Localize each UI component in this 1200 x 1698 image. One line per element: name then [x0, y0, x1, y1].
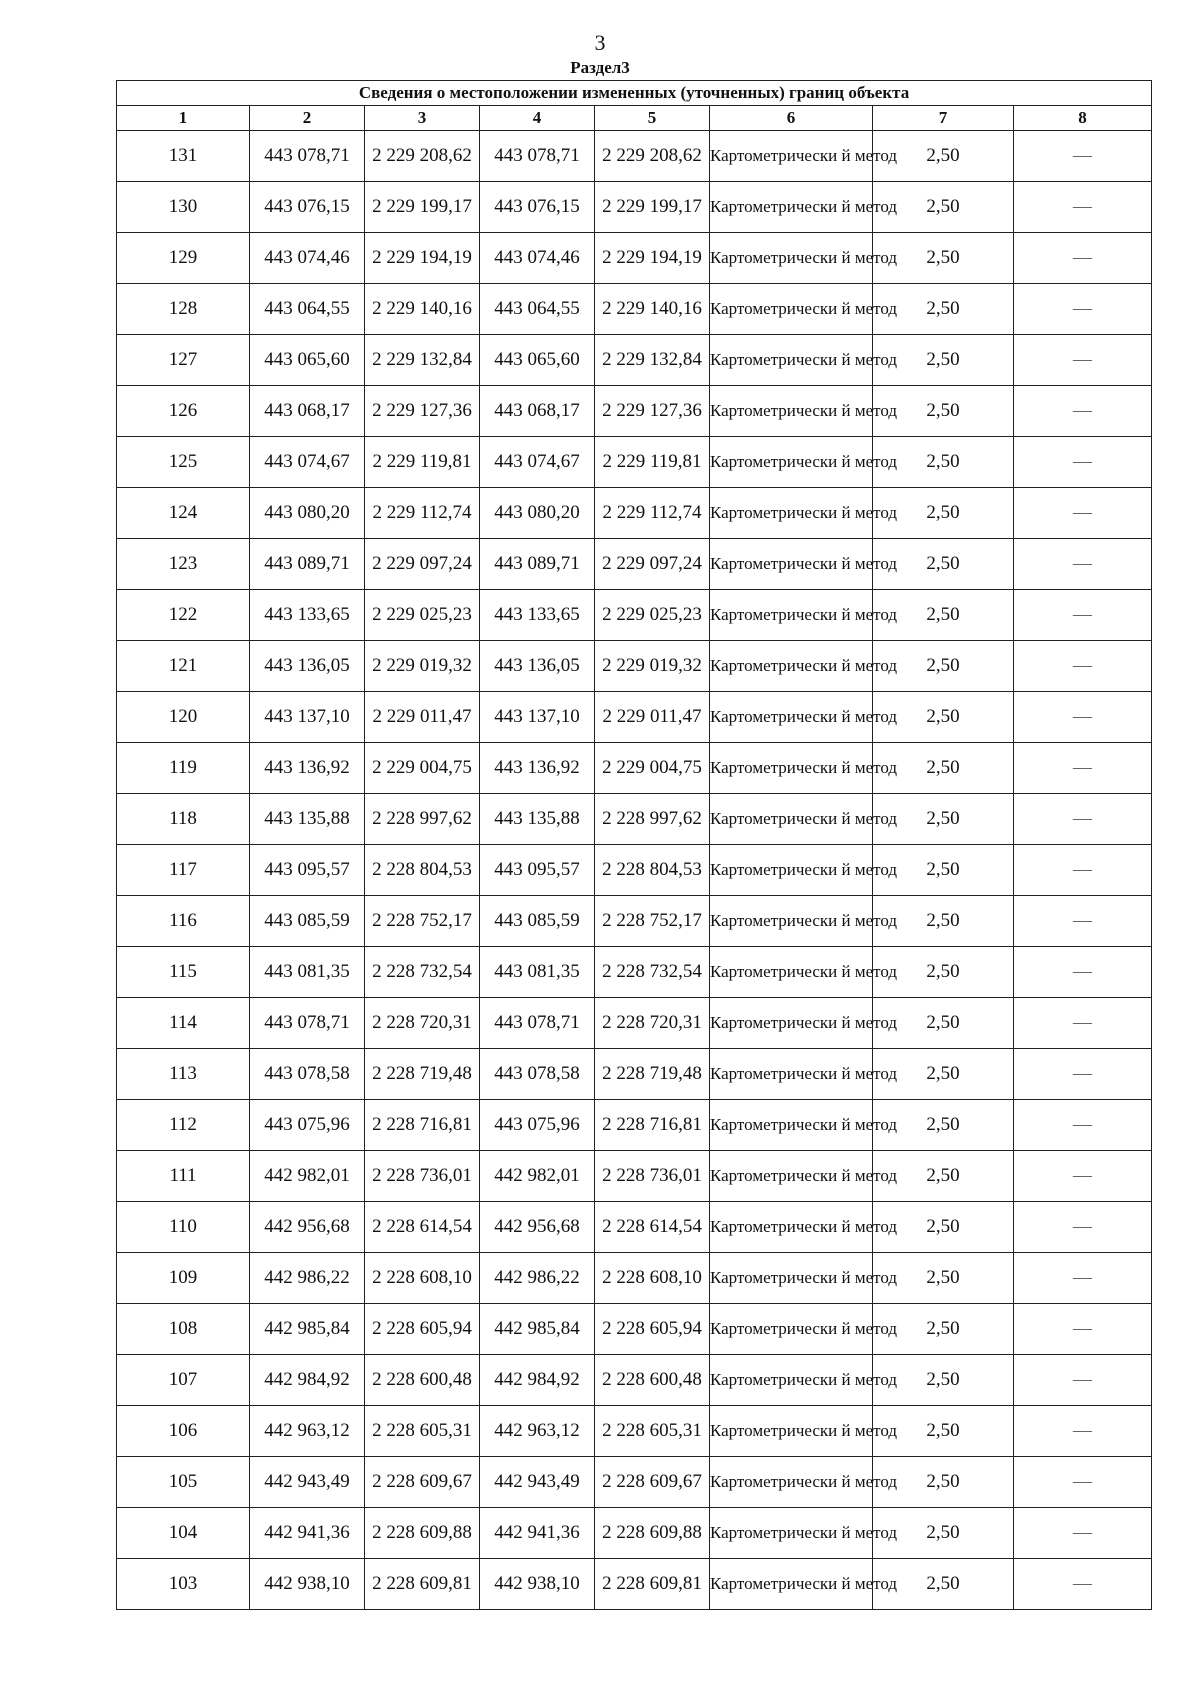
column-number-row	[117, 106, 1152, 131]
description-cell: —	[1014, 1559, 1152, 1610]
old-y-cell: 2 229 208,62	[365, 131, 480, 182]
method-cell: Картометрически й метод	[710, 896, 873, 947]
accuracy-cell: 2,50	[873, 1508, 1014, 1559]
old-y-cell: 2 229 112,74	[365, 488, 480, 539]
new-y-cell: 2 228 609,81	[595, 1559, 710, 1610]
accuracy-cell: 2,50	[873, 284, 1014, 335]
description-cell: —	[1014, 896, 1152, 947]
table-row	[117, 1406, 1152, 1457]
point-number-cell: 117	[117, 845, 250, 896]
table-row	[117, 1508, 1152, 1559]
accuracy-cell: 2,50	[873, 641, 1014, 692]
page-number: 3	[594, 30, 606, 55]
new-x-cell: 443 085,59	[480, 896, 595, 947]
new-x-cell: 442 963,12	[480, 1406, 595, 1457]
point-number-cell: 131	[117, 131, 250, 182]
table-row	[117, 1151, 1152, 1202]
old-x-cell: 443 076,15	[250, 182, 365, 233]
method-cell: Картометрически й метод	[710, 1457, 873, 1508]
new-x-cell: 443 136,92	[480, 743, 595, 794]
new-y-cell: 2 228 736,01	[595, 1151, 710, 1202]
accuracy-cell: 2,50	[873, 947, 1014, 998]
point-number-cell: 111	[117, 1151, 250, 1202]
old-x-cell: 442 941,36	[250, 1508, 365, 1559]
point-number-cell: 125	[117, 437, 250, 488]
table-row	[117, 794, 1152, 845]
description-cell: —	[1014, 1100, 1152, 1151]
accuracy-cell: 2,50	[873, 896, 1014, 947]
method-cell: Картометрически й метод	[710, 1151, 873, 1202]
old-x-cell: 443 089,71	[250, 539, 365, 590]
old-y-cell: 2 229 132,84	[365, 335, 480, 386]
new-x-cell: 443 136,05	[480, 641, 595, 692]
method-cell: Картометрически й метод	[710, 335, 873, 386]
method-cell: Картометрически й метод	[710, 488, 873, 539]
old-y-cell: 2 228 608,10	[365, 1253, 480, 1304]
old-x-cell: 443 095,57	[250, 845, 365, 896]
new-y-cell: 2 229 208,62	[595, 131, 710, 182]
accuracy-cell: 2,50	[873, 1457, 1014, 1508]
old-x-cell: 443 081,35	[250, 947, 365, 998]
old-y-cell: 2 228 736,01	[365, 1151, 480, 1202]
old-y-cell: 2 229 194,19	[365, 233, 480, 284]
column-number: 6	[710, 106, 873, 131]
new-x-cell: 442 941,36	[480, 1508, 595, 1559]
accuracy-cell: 2,50	[873, 743, 1014, 794]
description-cell: —	[1014, 692, 1152, 743]
point-number-cell: 104	[117, 1508, 250, 1559]
new-y-cell: 2 228 608,10	[595, 1253, 710, 1304]
old-x-cell: 443 068,17	[250, 386, 365, 437]
new-x-cell: 443 081,35	[480, 947, 595, 998]
description-cell: —	[1014, 743, 1152, 794]
accuracy-cell: 2,50	[873, 692, 1014, 743]
new-x-cell: 442 985,84	[480, 1304, 595, 1355]
table-row	[117, 233, 1152, 284]
point-number-cell: 128	[117, 284, 250, 335]
method-cell: Картометрически й метод	[710, 794, 873, 845]
new-y-cell: 2 228 605,94	[595, 1304, 710, 1355]
old-y-cell: 2 228 732,54	[365, 947, 480, 998]
accuracy-cell: 2,50	[873, 1049, 1014, 1100]
new-y-cell: 2 229 112,74	[595, 488, 710, 539]
table-row	[117, 386, 1152, 437]
table-row	[117, 641, 1152, 692]
column-number: 1	[117, 106, 250, 131]
method-cell: Картометрически й метод	[710, 1508, 873, 1559]
old-x-cell: 443 137,10	[250, 692, 365, 743]
table-row	[117, 692, 1152, 743]
point-number-cell: 127	[117, 335, 250, 386]
old-x-cell: 443 085,59	[250, 896, 365, 947]
point-number-cell: 109	[117, 1253, 250, 1304]
table-row	[117, 488, 1152, 539]
description-cell: —	[1014, 1049, 1152, 1100]
new-y-cell: 2 229 025,23	[595, 590, 710, 641]
old-y-cell: 2 228 609,67	[365, 1457, 480, 1508]
new-y-cell: 2 228 719,48	[595, 1049, 710, 1100]
old-x-cell: 442 982,01	[250, 1151, 365, 1202]
table-row	[117, 845, 1152, 896]
new-y-cell: 2 228 732,54	[595, 947, 710, 998]
method-cell: Картометрически й метод	[710, 845, 873, 896]
description-cell: —	[1014, 998, 1152, 1049]
point-number-cell: 118	[117, 794, 250, 845]
new-x-cell: 443 064,55	[480, 284, 595, 335]
accuracy-cell: 2,50	[873, 539, 1014, 590]
old-y-cell: 2 228 600,48	[365, 1355, 480, 1406]
new-y-cell: 2 228 752,17	[595, 896, 710, 947]
old-x-cell: 443 135,88	[250, 794, 365, 845]
new-x-cell: 443 074,46	[480, 233, 595, 284]
accuracy-cell: 2,50	[873, 1253, 1014, 1304]
point-number-cell: 105	[117, 1457, 250, 1508]
new-y-cell: 2 228 720,31	[595, 998, 710, 1049]
accuracy-cell: 2,50	[873, 1355, 1014, 1406]
old-y-cell: 2 229 019,32	[365, 641, 480, 692]
description-cell: —	[1014, 488, 1152, 539]
table-row	[117, 1304, 1152, 1355]
accuracy-cell: 2,50	[873, 1151, 1014, 1202]
column-number: 8	[1014, 106, 1152, 131]
table-row	[117, 1049, 1152, 1100]
new-x-cell: 443 095,57	[480, 845, 595, 896]
point-number-cell: 106	[117, 1406, 250, 1457]
description-cell: —	[1014, 1253, 1152, 1304]
accuracy-cell: 2,50	[873, 386, 1014, 437]
old-y-cell: 2 228 605,31	[365, 1406, 480, 1457]
old-x-cell: 443 136,05	[250, 641, 365, 692]
description-cell: —	[1014, 335, 1152, 386]
new-y-cell: 2 229 019,32	[595, 641, 710, 692]
old-x-cell: 442 956,68	[250, 1202, 365, 1253]
new-x-cell: 442 982,01	[480, 1151, 595, 1202]
accuracy-cell: 2,50	[873, 1304, 1014, 1355]
point-number-cell: 113	[117, 1049, 250, 1100]
point-number-cell: 124	[117, 488, 250, 539]
section-label: Раздел3	[570, 58, 630, 77]
old-x-cell: 443 074,67	[250, 437, 365, 488]
method-cell: Картометрически й метод	[710, 182, 873, 233]
description-cell: —	[1014, 539, 1152, 590]
old-x-cell: 443 078,58	[250, 1049, 365, 1100]
new-y-cell: 2 229 132,84	[595, 335, 710, 386]
point-number-cell: 120	[117, 692, 250, 743]
old-y-cell: 2 228 720,31	[365, 998, 480, 1049]
new-x-cell: 443 137,10	[480, 692, 595, 743]
method-cell: Картометрически й метод	[710, 1355, 873, 1406]
new-y-cell: 2 229 097,24	[595, 539, 710, 590]
method-cell: Картометрически й метод	[710, 386, 873, 437]
column-number: 4	[480, 106, 595, 131]
old-x-cell: 442 938,10	[250, 1559, 365, 1610]
old-x-cell: 443 078,71	[250, 131, 365, 182]
table-title: Сведения о местоположении измененных (уточненных) границ объекта	[117, 81, 1152, 106]
column-number: 2	[250, 106, 365, 131]
point-number-cell: 107	[117, 1355, 250, 1406]
accuracy-cell: 2,50	[873, 1406, 1014, 1457]
new-y-cell: 2 228 997,62	[595, 794, 710, 845]
old-x-cell: 442 986,22	[250, 1253, 365, 1304]
description-cell: —	[1014, 1202, 1152, 1253]
method-cell: Картометрически й метод	[710, 1049, 873, 1100]
old-x-cell: 443 075,96	[250, 1100, 365, 1151]
method-cell: Картометрически й метод	[710, 1202, 873, 1253]
column-number: 3	[365, 106, 480, 131]
method-cell: Картометрически й метод	[710, 1559, 873, 1610]
table-row	[117, 1100, 1152, 1151]
table-row	[117, 998, 1152, 1049]
method-cell: Картометрически й метод	[710, 131, 873, 182]
column-number: 7	[873, 106, 1014, 131]
old-y-cell: 2 229 025,23	[365, 590, 480, 641]
point-number-cell: 129	[117, 233, 250, 284]
table-row	[117, 1457, 1152, 1508]
new-x-cell: 442 986,22	[480, 1253, 595, 1304]
description-cell: —	[1014, 1304, 1152, 1355]
new-y-cell: 2 229 119,81	[595, 437, 710, 488]
new-x-cell: 443 078,71	[480, 131, 595, 182]
old-y-cell: 2 228 804,53	[365, 845, 480, 896]
description-cell: —	[1014, 794, 1152, 845]
accuracy-cell: 2,50	[873, 131, 1014, 182]
old-x-cell: 442 963,12	[250, 1406, 365, 1457]
new-x-cell: 442 956,68	[480, 1202, 595, 1253]
old-y-cell: 2 228 614,54	[365, 1202, 480, 1253]
old-x-cell: 443 078,71	[250, 998, 365, 1049]
method-cell: Картометрически й метод	[710, 590, 873, 641]
new-x-cell: 443 080,20	[480, 488, 595, 539]
new-y-cell: 2 228 614,54	[595, 1202, 710, 1253]
description-cell: —	[1014, 590, 1152, 641]
point-number-cell: 119	[117, 743, 250, 794]
old-y-cell: 2 228 997,62	[365, 794, 480, 845]
table-row	[117, 437, 1152, 488]
point-number-cell: 103	[117, 1559, 250, 1610]
new-x-cell: 443 076,15	[480, 182, 595, 233]
new-y-cell: 2 229 194,19	[595, 233, 710, 284]
old-y-cell: 2 228 605,94	[365, 1304, 480, 1355]
method-cell: Картометрически й метод	[710, 1304, 873, 1355]
old-y-cell: 2 229 119,81	[365, 437, 480, 488]
new-y-cell: 2 228 605,31	[595, 1406, 710, 1457]
description-cell: —	[1014, 845, 1152, 896]
new-y-cell: 2 229 199,17	[595, 182, 710, 233]
new-y-cell: 2 229 127,36	[595, 386, 710, 437]
new-y-cell: 2 228 609,88	[595, 1508, 710, 1559]
old-x-cell: 443 074,46	[250, 233, 365, 284]
new-x-cell: 442 943,49	[480, 1457, 595, 1508]
table-row	[117, 182, 1152, 233]
description-cell: —	[1014, 947, 1152, 998]
method-cell: Картометрически й метод	[710, 1100, 873, 1151]
new-x-cell: 443 133,65	[480, 590, 595, 641]
description-cell: —	[1014, 1457, 1152, 1508]
old-x-cell: 443 064,55	[250, 284, 365, 335]
point-number-cell: 126	[117, 386, 250, 437]
old-x-cell: 443 133,65	[250, 590, 365, 641]
point-number-cell: 110	[117, 1202, 250, 1253]
description-cell: —	[1014, 1355, 1152, 1406]
description-cell: —	[1014, 437, 1152, 488]
new-x-cell: 443 075,96	[480, 1100, 595, 1151]
new-x-cell: 443 074,67	[480, 437, 595, 488]
table-row	[117, 131, 1152, 182]
description-cell: —	[1014, 386, 1152, 437]
accuracy-cell: 2,50	[873, 794, 1014, 845]
method-cell: Картометрически й метод	[710, 743, 873, 794]
new-y-cell: 2 228 609,67	[595, 1457, 710, 1508]
method-cell: Картометрически й метод	[710, 1253, 873, 1304]
table-row	[117, 1253, 1152, 1304]
table-row	[117, 1559, 1152, 1610]
description-cell: —	[1014, 641, 1152, 692]
old-x-cell: 443 080,20	[250, 488, 365, 539]
old-y-cell: 2 228 609,81	[365, 1559, 480, 1610]
old-y-cell: 2 229 011,47	[365, 692, 480, 743]
old-x-cell: 442 984,92	[250, 1355, 365, 1406]
point-number-cell: 115	[117, 947, 250, 998]
table-row	[117, 1202, 1152, 1253]
accuracy-cell: 2,50	[873, 1559, 1014, 1610]
column-number: 5	[595, 106, 710, 131]
description-cell: —	[1014, 182, 1152, 233]
old-y-cell: 2 228 719,48	[365, 1049, 480, 1100]
accuracy-cell: 2,50	[873, 590, 1014, 641]
new-y-cell: 2 229 004,75	[595, 743, 710, 794]
table-row	[117, 335, 1152, 386]
table-row	[117, 896, 1152, 947]
accuracy-cell: 2,50	[873, 437, 1014, 488]
table-row	[117, 1355, 1152, 1406]
new-x-cell: 443 089,71	[480, 539, 595, 590]
accuracy-cell: 2,50	[873, 182, 1014, 233]
boundary-coordinates-table	[116, 80, 1152, 1610]
table-row	[117, 539, 1152, 590]
point-number-cell: 121	[117, 641, 250, 692]
old-x-cell: 443 136,92	[250, 743, 365, 794]
table-body	[117, 131, 1152, 1610]
new-x-cell: 443 135,88	[480, 794, 595, 845]
description-cell: —	[1014, 284, 1152, 335]
old-y-cell: 2 228 752,17	[365, 896, 480, 947]
new-y-cell: 2 229 140,16	[595, 284, 710, 335]
accuracy-cell: 2,50	[873, 233, 1014, 284]
old-y-cell: 2 229 127,36	[365, 386, 480, 437]
point-number-cell: 122	[117, 590, 250, 641]
point-number-cell: 130	[117, 182, 250, 233]
old-y-cell: 2 229 199,17	[365, 182, 480, 233]
method-cell: Картометрически й метод	[710, 947, 873, 998]
old-y-cell: 2 229 097,24	[365, 539, 480, 590]
table-row	[117, 590, 1152, 641]
new-y-cell: 2 228 804,53	[595, 845, 710, 896]
old-y-cell: 2 229 004,75	[365, 743, 480, 794]
point-number-cell: 114	[117, 998, 250, 1049]
method-cell: Картометрически й метод	[710, 692, 873, 743]
new-x-cell: 443 068,17	[480, 386, 595, 437]
method-cell: Картометрически й метод	[710, 284, 873, 335]
accuracy-cell: 2,50	[873, 1202, 1014, 1253]
old-x-cell: 442 943,49	[250, 1457, 365, 1508]
method-cell: Картометрически й метод	[710, 437, 873, 488]
point-number-cell: 116	[117, 896, 250, 947]
accuracy-cell: 2,50	[873, 1100, 1014, 1151]
description-cell: —	[1014, 1406, 1152, 1457]
new-x-cell: 442 984,92	[480, 1355, 595, 1406]
old-y-cell: 2 229 140,16	[365, 284, 480, 335]
new-y-cell: 2 228 716,81	[595, 1100, 710, 1151]
point-number-cell: 108	[117, 1304, 250, 1355]
old-y-cell: 2 228 716,81	[365, 1100, 480, 1151]
method-cell: Картометрически й метод	[710, 233, 873, 284]
new-x-cell: 442 938,10	[480, 1559, 595, 1610]
description-cell: —	[1014, 1151, 1152, 1202]
accuracy-cell: 2,50	[873, 335, 1014, 386]
method-cell: Картометрически й метод	[710, 641, 873, 692]
accuracy-cell: 2,50	[873, 845, 1014, 896]
accuracy-cell: 2,50	[873, 488, 1014, 539]
accuracy-cell: 2,50	[873, 998, 1014, 1049]
method-cell: Картометрически й метод	[710, 539, 873, 590]
point-number-cell: 123	[117, 539, 250, 590]
table-row	[117, 947, 1152, 998]
new-y-cell: 2 228 600,48	[595, 1355, 710, 1406]
point-number-cell: 112	[117, 1100, 250, 1151]
new-y-cell: 2 229 011,47	[595, 692, 710, 743]
description-cell: —	[1014, 233, 1152, 284]
new-x-cell: 443 078,58	[480, 1049, 595, 1100]
method-cell: Картометрически й метод	[710, 1406, 873, 1457]
description-cell: —	[1014, 131, 1152, 182]
old-y-cell: 2 228 609,88	[365, 1508, 480, 1559]
table-row	[117, 743, 1152, 794]
old-x-cell: 442 985,84	[250, 1304, 365, 1355]
method-cell: Картометрически й метод	[710, 998, 873, 1049]
description-cell: —	[1014, 1508, 1152, 1559]
new-x-cell: 443 065,60	[480, 335, 595, 386]
old-x-cell: 443 065,60	[250, 335, 365, 386]
new-x-cell: 443 078,71	[480, 998, 595, 1049]
table-row	[117, 284, 1152, 335]
